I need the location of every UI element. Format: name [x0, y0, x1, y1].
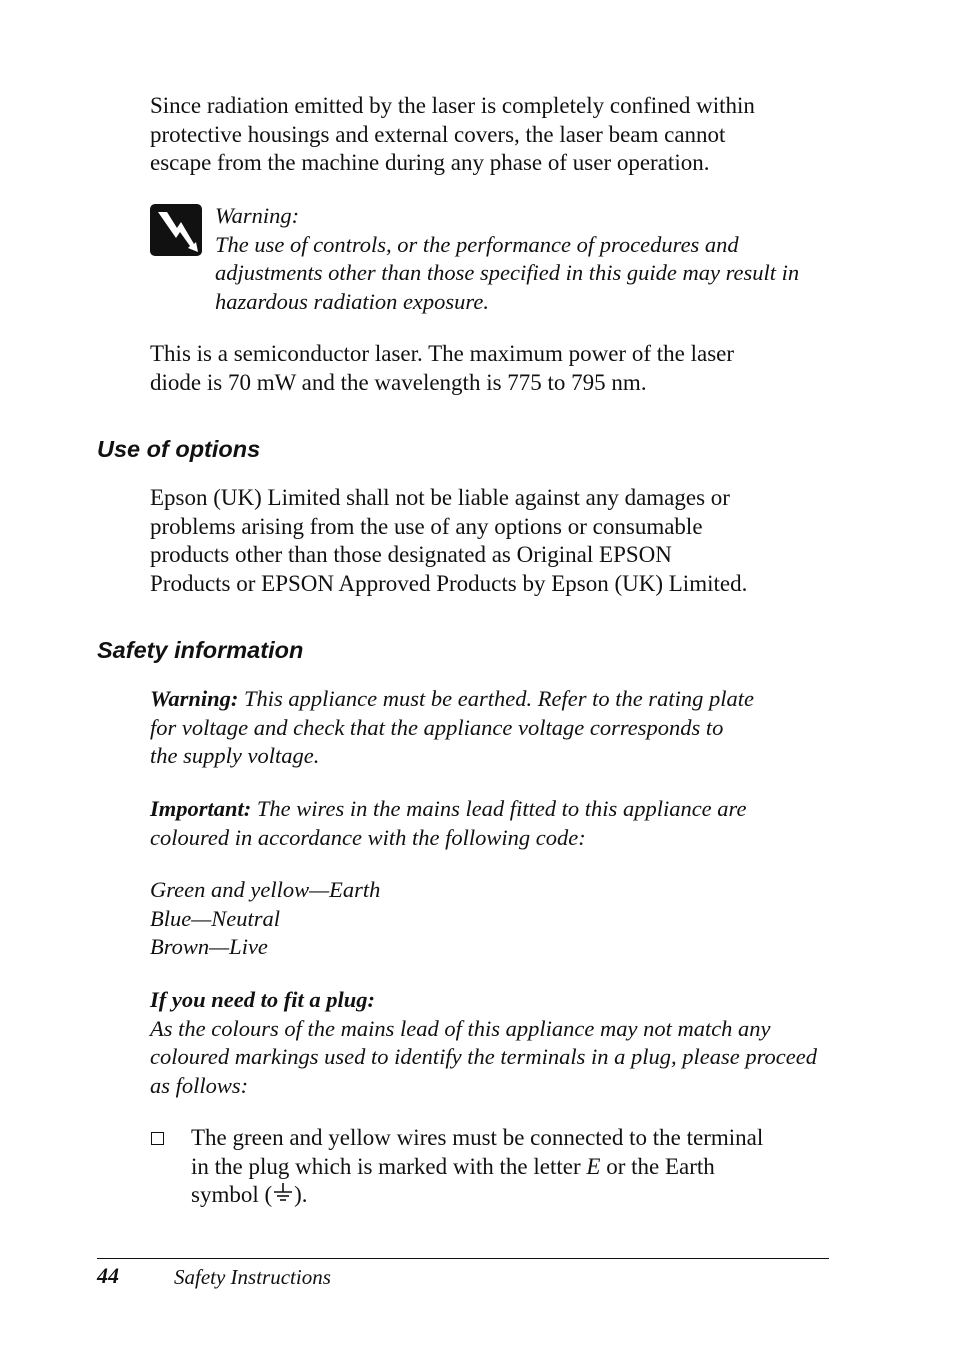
- earthed-warning-paragraph: [150, 685, 754, 771]
- text-line: [150, 795, 746, 824]
- footer-section-title: Safety Instructions: [174, 1265, 331, 1289]
- wire-code-item: Brown—Live: [150, 934, 268, 959]
- text-line: problems arising from the use of any options or consumable: [150, 513, 703, 539]
- text-line: protective housings and external covers, the laser beam cannot: [150, 121, 726, 147]
- text-segment: ).: [294, 1182, 308, 1207]
- text-line: products other than those designated as Original EPSON: [150, 542, 672, 567]
- important-text: The wires in the mains lead fitted to this appliance are: [251, 796, 747, 821]
- earth-ground-icon: [272, 1182, 294, 1212]
- text-line: The green and yellow wires must be connected to the terminal: [191, 1125, 764, 1150]
- important-label: Important:: [150, 796, 252, 821]
- text-segment: symbol (: [191, 1182, 273, 1207]
- text-line: [191, 1181, 763, 1212]
- important-paragraph: [150, 795, 746, 852]
- section-heading-safety-information: Safety information: [97, 637, 304, 663]
- fit-plug-paragraph: [150, 986, 817, 1100]
- lightning-warning-icon: [150, 204, 202, 256]
- laser-paragraph: [150, 340, 734, 397]
- text-line: As the colours of the mains lead of this appliance may not match any: [150, 1015, 771, 1041]
- text-line: The use of controls, or the performance of procedures and: [215, 231, 739, 257]
- section-heading-use-of-options: Use of options: [97, 436, 261, 462]
- text-segment: in the plug which is marked with the letter: [191, 1153, 587, 1179]
- page-number: 44: [97, 1263, 119, 1288]
- text-line: for voltage and check that the appliance voltage corresponds to: [150, 714, 724, 740]
- warning-label: Warning:: [150, 686, 239, 711]
- warning-callout: [215, 202, 799, 316]
- text-line: adjustments other than those specified in this guide may result in: [215, 260, 800, 285]
- text-line: Products or EPSON Approved Products by Epson (UK) Limited.: [150, 570, 748, 596]
- checkbox-bullet-icon: [151, 1132, 164, 1145]
- fit-plug-title: If you need to fit a plug:: [150, 987, 375, 1012]
- letter-e: E: [586, 1153, 601, 1179]
- text-segment: or the Earth: [600, 1153, 715, 1179]
- warning-text: This appliance must be earthed. Refer to the rating plate: [238, 686, 754, 711]
- text-line: the supply voltage.: [150, 743, 320, 768]
- text-line: Since radiation emitted by the laser is completely confined within: [150, 93, 755, 118]
- text-line: [191, 1153, 763, 1182]
- text-line: escape from the machine during any phase of user operation.: [150, 150, 710, 175]
- wire-code-item: Green and yellow—Earth: [150, 877, 381, 902]
- wire-code-item: Blue—Neutral: [150, 905, 280, 931]
- footer-divider: [97, 1258, 829, 1259]
- text-line: This is a semiconductor laser. The maximum power of the laser: [150, 341, 735, 366]
- text-line: coloured in accordance with the following code:: [150, 824, 586, 850]
- bullet-item: [191, 1124, 763, 1212]
- warning-title: Warning:: [215, 203, 300, 228]
- text-line: diode is 70 mW and the wavelength is 775 to 795 nm.: [150, 369, 647, 395]
- intro-paragraph: [150, 92, 755, 178]
- wire-color-codes: [150, 876, 380, 962]
- use-of-options-paragraph: [150, 484, 747, 598]
- text-line: [150, 685, 754, 714]
- text-line: coloured markings used to identify the terminals in a plug, please proceed: [150, 1044, 817, 1069]
- text-line: as follows:: [150, 1072, 249, 1098]
- text-line: Epson (UK) Limited shall not be liable against any damages or: [150, 485, 730, 510]
- text-line: hazardous radiation exposure.: [215, 288, 489, 314]
